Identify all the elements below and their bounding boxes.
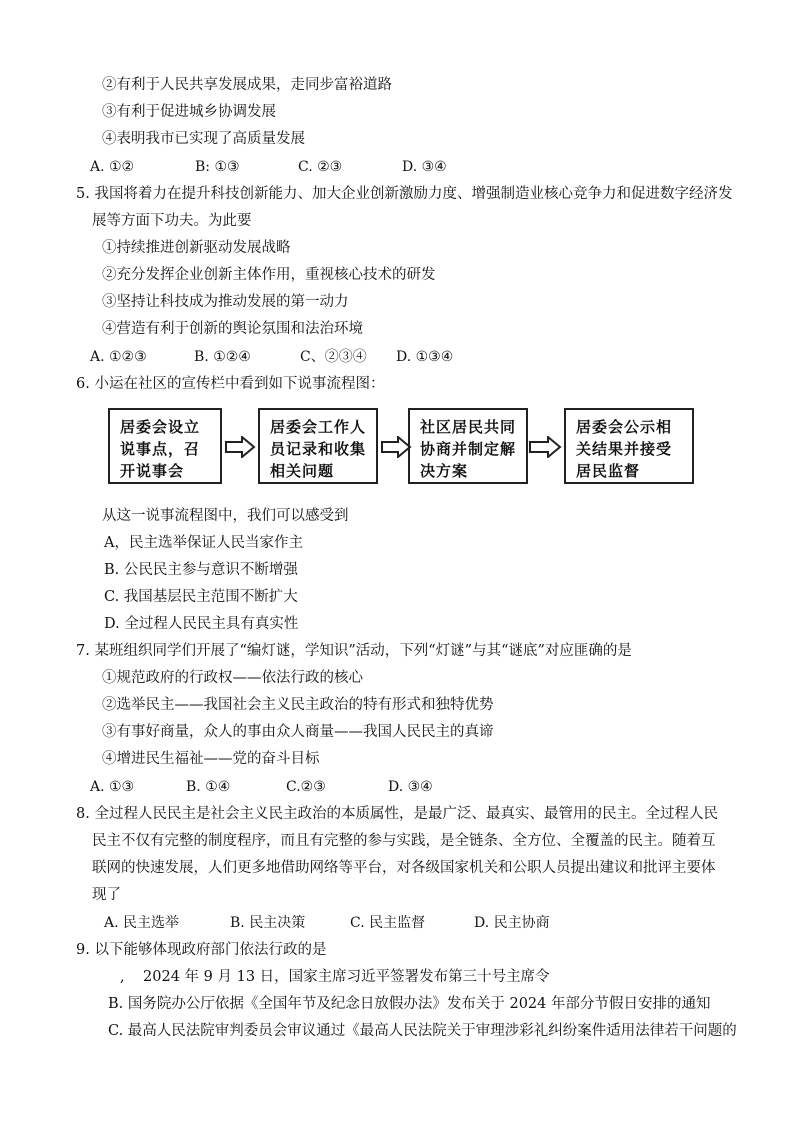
- q7-item-3: ③有事好商量，众人的事由众人商量——我国人民民主的真谛: [102, 724, 494, 740]
- flow-step-3: 社区居民共同协商并制定解决方案: [408, 408, 528, 484]
- q4-option-b: B: ①③: [195, 159, 240, 175]
- q7-stem: 7. 某班组织同学们开展了“编灯谜，学知识”活动，下列“灯谜”与其“谜底”对应匪确的是: [76, 643, 632, 659]
- q6-option-a: A，民主选举保证人民当家作主: [104, 535, 303, 551]
- q7-item-4: ④增进民生福祉——党的奋斗目标: [102, 751, 320, 767]
- q7-item-1: ①规范政府的行政权——依法行政的核心: [102, 670, 363, 686]
- q6-stem: 6. 小运在社区的宣传栏中看到如下说事流程图：: [76, 376, 385, 392]
- flow-step-2: 居委会工作人员记录和收集相关问题: [258, 408, 378, 484]
- q8-line-4: 现了: [92, 887, 121, 903]
- q5-stem-line-2: 展等方面下功夫。为此要: [92, 213, 252, 229]
- q4-item-4: ④表明我市已实现了高质量发展: [102, 131, 305, 147]
- q4-item-2: ②有利于人民共享发展成果，走同步富裕道路: [102, 77, 392, 93]
- q5-option-b: B. ①②④: [194, 349, 251, 365]
- q8-line-2: 民主不仅有完整的制度程序，而且有完整的参与实践，是全链条、全方位、全覆盖的民主。随着互: [92, 833, 716, 849]
- q7-option-c: C.②③: [286, 779, 326, 795]
- q8-line-3: 联网的快速发展，人们更多地借助网络等平台，对各级国家机关和公职人员提出建议和批评主要体: [92, 860, 716, 876]
- q7-option-a: A. ①③: [90, 779, 135, 795]
- q5-item-1: ①持续推进创新驱动发展战略: [102, 240, 291, 256]
- q6-option-b: B. 公民民主参与意识不断增强: [104, 562, 298, 578]
- q8-line-1: 8. 全过程人民民主是社会主义民主政治的本质属性，是最广泛、最真实、最管用的民主。全过程人民: [76, 806, 718, 822]
- q9-option-b: B. 国务院办公厅依据《全国年节及纪念日放假办法》发布关于 2024 年部分节假日安排的通知: [108, 996, 711, 1012]
- q5-item-3: ③坚持让科技成为推动发展的第一动力: [102, 294, 349, 310]
- q9-stem: 9. 以下能够体现政府部门依法行政的是: [76, 942, 327, 958]
- q8-option-b: B. 民主决策: [230, 915, 306, 931]
- q4-option-c: C. ②③: [298, 159, 343, 175]
- q4-option-d: D. ③④: [402, 159, 447, 175]
- q5-item-4: ④营造有利于创新的舆论氛围和法治环境: [102, 321, 363, 337]
- q5-option-d: D. ①③④: [396, 349, 454, 365]
- q5-option-c: C、②③④: [300, 349, 367, 365]
- q7-option-b: B. ①④: [186, 779, 231, 795]
- q5-stem-line-1: 5. 我国将着力在提升科技创新能力、加大企业创新激励力度、增强制造业核心竞争力和促进数字经济发: [76, 186, 733, 202]
- q8-option-a: A. 民主选举: [104, 915, 180, 931]
- q8-option-c: C. 民主监督: [350, 915, 426, 931]
- flow-step-1: 居委会设立说事点，召开说事会: [108, 408, 222, 484]
- q9-option-a: , 2024 年 9 月 13 日，国家主席习近平签署发布第三十号主席令: [120, 969, 550, 985]
- q8-option-d: D. 民主协商: [474, 915, 550, 931]
- q6-lead: 从这一说事流程图中，我们可以感受到: [102, 508, 349, 524]
- q5-item-2: ②充分发挥企业创新主体作用，重视核心技术的研发: [102, 267, 436, 283]
- q4-item-3: ③有利于促进城乡协调发展: [102, 104, 276, 120]
- q6-option-c: C. 我国基层民主范围不断扩大: [104, 589, 298, 605]
- q7-item-2: ②选举民主——我国社会主义民主政治的特有形式和独特优势: [102, 697, 494, 713]
- q9-option-c: C. 最高人民法院审判委员会审议通过《最高人民法院关于审理涉彩礼纠纷案件适用法律若干问题的: [108, 1023, 737, 1039]
- arrow-right-icon: [528, 436, 562, 458]
- q7-option-d: D. ③④: [388, 779, 433, 795]
- flow-step-4: 居委会公示相关结果并接受居民监督: [564, 408, 694, 484]
- q6-option-d: D. 全过程人民民主具有真实性: [104, 616, 299, 632]
- q4-option-a: A. ①②: [90, 159, 135, 175]
- arrow-right-icon: [224, 436, 256, 458]
- process-flowchart: [108, 408, 696, 488]
- q5-option-a: A. ①②③: [90, 349, 147, 365]
